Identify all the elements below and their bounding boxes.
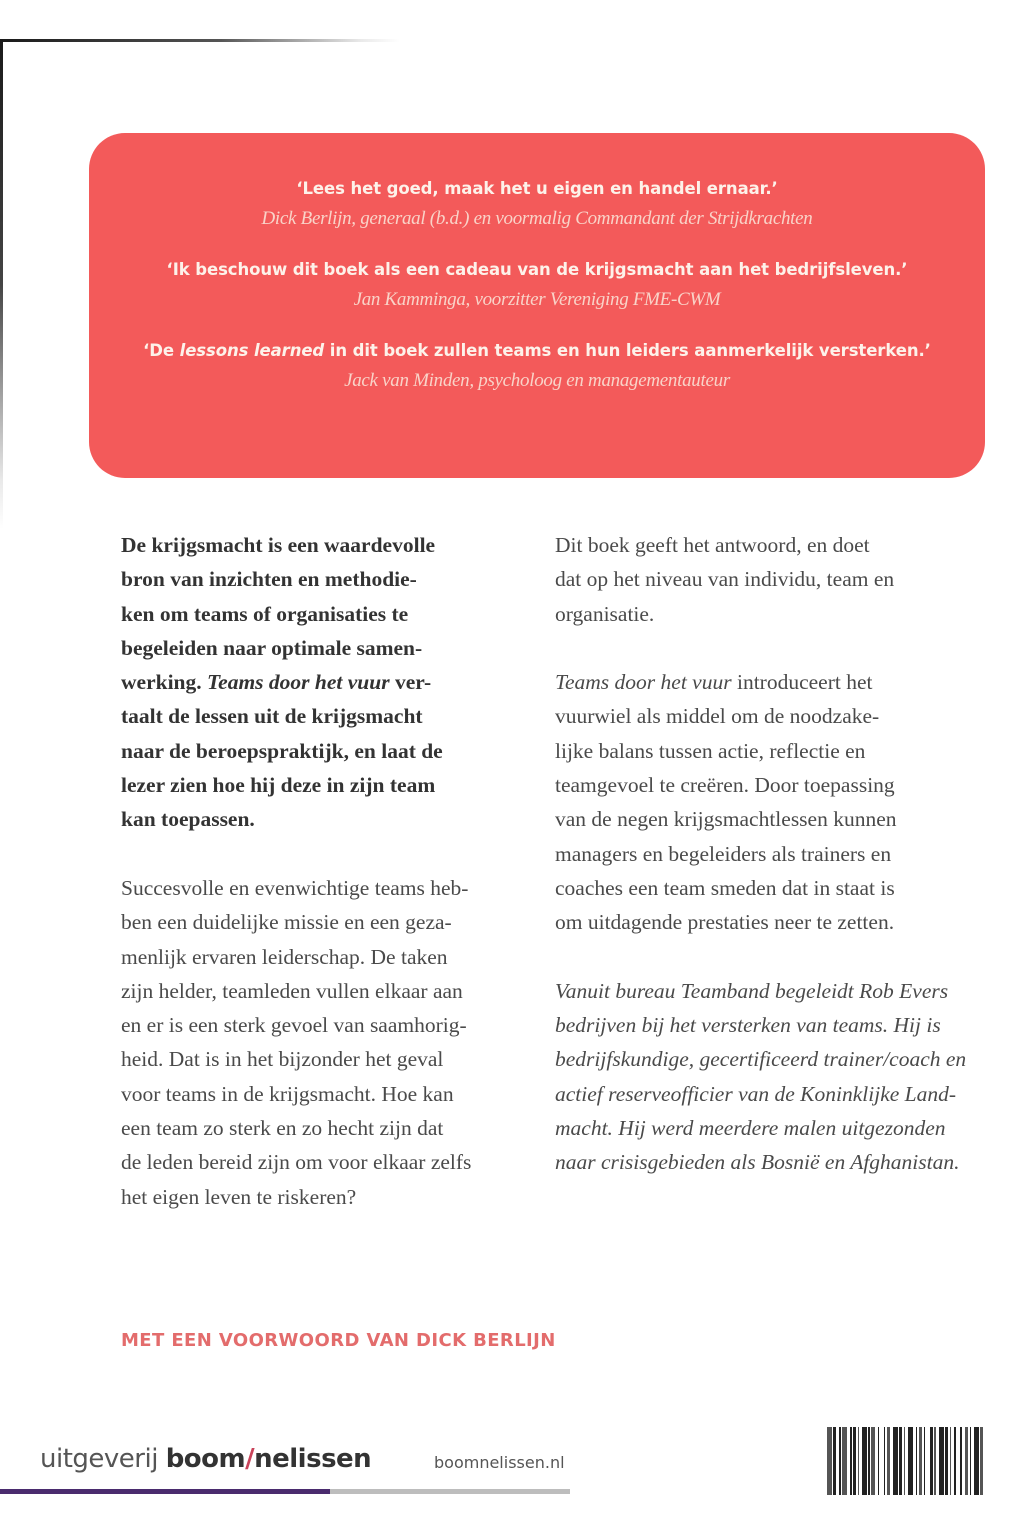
barcode-bar: [983, 1427, 986, 1495]
text-line: [121, 665, 521, 699]
foreword-note: MET EEN VOORWOORD VAN DICK BERLIJN: [121, 1330, 556, 1351]
text-line: lezer zien hoe hij deze in zijn team: [121, 773, 436, 798]
text-line: het eigen leven te riskeren?: [121, 1184, 357, 1209]
text-line: organisatie.: [555, 601, 655, 626]
brand-bar-purple: [0, 1489, 330, 1494]
left-column: [121, 528, 521, 1248]
text-line: taalt de lessen uit de krijgsmacht: [121, 704, 423, 729]
quote-text: [89, 339, 985, 363]
text-line: een team zo sterk en zo hecht zijn dat: [121, 1116, 444, 1141]
publisher-slash: /: [245, 1444, 255, 1474]
quote-attribution: Jack van Minden, psycholoog en managementauteur: [344, 370, 730, 391]
quote-text-part: in dit boek zullen teams en hun leiders aanmerkelijk versterken.’: [324, 341, 931, 360]
publisher-website: boomnelissen.nl: [434, 1453, 565, 1472]
text-line: om uitdagende prestaties neer te zetten.: [555, 910, 895, 935]
book-title-italic: Teams door het vuur: [555, 670, 732, 695]
text-line: menlijk ervaren leiderschap. De taken: [121, 944, 448, 969]
text-line: Vanuit bureau Teamband begeleidt Rob Evers: [555, 978, 949, 1003]
author-bio: [555, 974, 967, 1180]
text-line: zijn helder, teamleden vullen elkaar aan: [121, 978, 463, 1003]
publisher-brand-nelissen: nelissen: [254, 1444, 372, 1474]
endorsement-quotes-box: [89, 133, 985, 478]
quote-italic-phrase: lessons learned: [179, 341, 325, 360]
body-paragraph: [121, 871, 521, 1214]
book-title-italic: Teams door het vuur: [207, 670, 390, 695]
text-line: begeleiden naar optimale samen-: [121, 635, 423, 660]
text-line: lijke balans tussen actie, reflectie en: [555, 738, 866, 763]
text-line: en er is een sterk gevoel van saamhorig-: [121, 1013, 467, 1038]
page-edge-top: [0, 39, 400, 42]
body-paragraph: [555, 528, 955, 631]
text-line: de leden bereid zijn om voor elkaar zelfs: [121, 1150, 472, 1175]
text-line: teamgevoel te creëren. Door toepassing: [555, 773, 895, 798]
text-line: ken om teams of organisaties te: [121, 601, 409, 626]
text-line: bedrijven bij het versterken van teams. Hij is: [555, 1013, 941, 1038]
brand-bar-gray: [330, 1489, 570, 1494]
text-line: naar crisisgebieden als Bosnië en Afghanistan.: [555, 1150, 960, 1175]
text-line: van de negen krijgsmachtlessen kunnen: [555, 807, 897, 832]
text-line: dat op het niveau van individu, team en: [555, 567, 895, 592]
text-line: kan toepassen.: [121, 807, 255, 832]
text-line: voor teams in de krijgsmacht. Hoe kan: [121, 1081, 454, 1106]
text-line: bedrijfskundige, gecertificeerd trainer/coach en: [555, 1047, 967, 1072]
publisher-brand-boom: boom: [165, 1444, 246, 1474]
text-line: coaches een team smeden dat in staat is: [555, 875, 895, 900]
text-line: [555, 665, 955, 699]
quote-1: [89, 177, 985, 232]
quote-3: [89, 339, 985, 394]
page-edge-left: [0, 39, 3, 529]
text-line: De krijgsmacht is een waardevolle: [121, 533, 436, 557]
barcode-icon: [827, 1427, 987, 1495]
text-line: managers en begeleiders als trainers en: [555, 841, 892, 866]
text-line: heid. Dat is in het bijzonder het geval: [121, 1047, 444, 1072]
quote-attribution: Jan Kamminga, voorzitter Vereniging FME-CWM: [353, 289, 721, 310]
quote-text: ‘Ik beschouw dit boek als een cadeau van de krijgsmacht aan het bedrijfsleven.’: [166, 260, 908, 279]
text-line: actief reserveofficier van de Koninklijke Land-: [555, 1081, 957, 1106]
text-line: bron van inzichten en methodie-: [121, 567, 417, 592]
quote-text-part: ‘De: [143, 341, 180, 360]
text-line: ben een duidelijke missie en een geza-: [121, 910, 452, 935]
quote-attribution: Dick Berlijn, generaal (b.d.) en voormalig Commandant der Strijdkrachten: [261, 208, 813, 229]
text-line: Succesvolle en evenwichtige teams heb-: [121, 875, 469, 900]
quote-text: ‘Lees het goed, maak het u eigen en handel ernaar.’: [296, 179, 778, 198]
right-column: [555, 528, 967, 1214]
text-line: macht. Hij werd meerdere malen uitgezonden: [555, 1116, 946, 1141]
text-part: introduceert het: [731, 670, 873, 695]
text-line: naar de beroepspraktijk, en laat de: [121, 738, 443, 763]
lead-paragraph: [121, 528, 521, 837]
publisher-logo: [40, 1444, 371, 1474]
text-part: werking.: [121, 670, 207, 695]
text-line: Dit boek geeft het antwoord, en doet: [555, 533, 870, 557]
text-line: vuurwiel als middel om de noodzake-: [555, 704, 880, 729]
quote-2: [89, 258, 985, 313]
body-paragraph: [555, 665, 955, 939]
publisher-prefix: uitgeverij: [40, 1444, 166, 1474]
text-part: ver-: [389, 670, 432, 695]
